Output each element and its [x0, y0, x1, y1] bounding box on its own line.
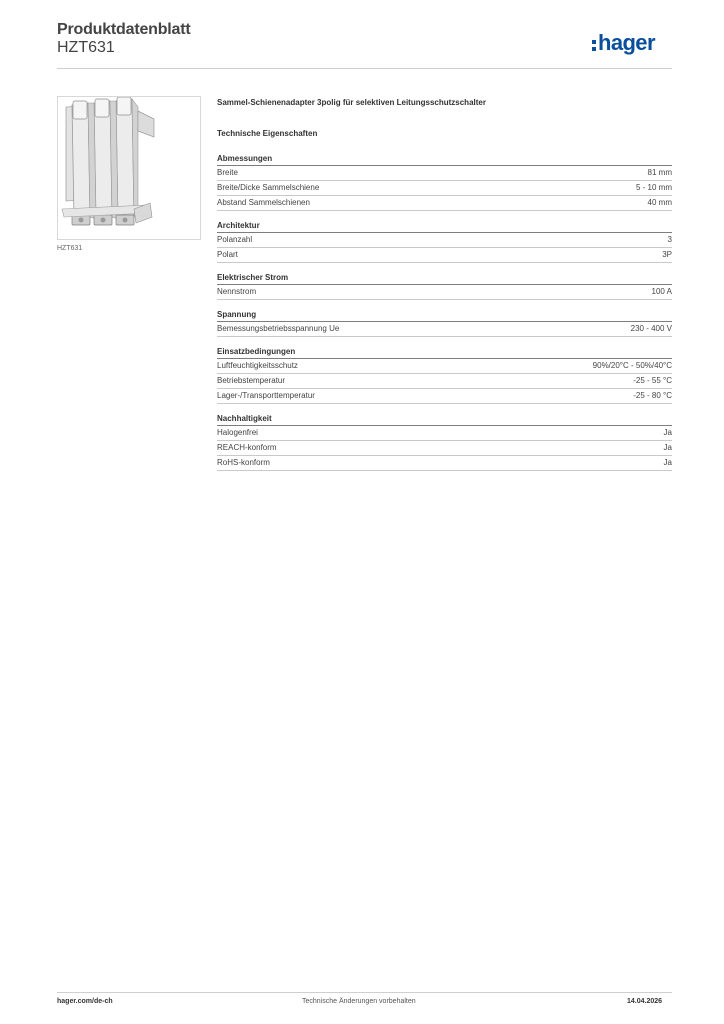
section-title: Elektrischer Strom — [217, 272, 672, 285]
product-code: HZT631 — [57, 39, 115, 56]
spec-sections — [217, 153, 672, 471]
spec-value: 81 mm — [647, 168, 672, 177]
spec-row — [217, 456, 672, 471]
spec-row — [217, 426, 672, 441]
spec-value: Ja — [663, 428, 672, 437]
footer-date: 14.04.2026 — [627, 998, 663, 1005]
spec-section — [217, 309, 672, 337]
spec-row — [217, 181, 672, 196]
section-title: Abmessungen — [217, 153, 672, 166]
spec-label: Halogenfrei — [217, 428, 258, 437]
spec-label: Betriebstemperatur — [217, 376, 286, 385]
spec-section — [217, 220, 672, 263]
spec-row — [217, 374, 672, 389]
spec-row — [217, 233, 672, 248]
spec-row — [217, 359, 672, 374]
spec-label: RoHS-konform — [217, 458, 270, 467]
section-title: Einsatzbedingungen — [217, 346, 672, 359]
spec-value: -25 - 80 °C — [633, 391, 672, 400]
spec-label: Abstand Sammelschienen — [217, 198, 310, 207]
spec-row — [217, 248, 672, 263]
image-caption: HZT631 — [57, 245, 83, 252]
spec-label: Breite — [217, 168, 238, 177]
hager-logo — [592, 30, 655, 56]
technical-properties-heading: Technische Eigenschaften — [217, 129, 318, 138]
spec-label: Nennstrom — [217, 287, 257, 296]
spec-row — [217, 441, 672, 456]
spec-value: Ja — [663, 458, 672, 467]
spec-value: 90%/20°C - 50%/40°C — [592, 361, 672, 370]
header-divider — [57, 68, 672, 69]
spec-row — [217, 389, 672, 404]
footer-website-link[interactable]: hager.com/de-ch — [57, 998, 113, 1005]
spec-value: 40 mm — [647, 198, 672, 207]
spec-value: 3P — [662, 250, 672, 259]
spec-label: Bemessungsbetriebsspannung Ue — [217, 324, 340, 333]
spec-label: Luftfeuchtigkeitsschutz — [217, 361, 298, 370]
footer-note: Technische Änderungen vorbehalten — [302, 998, 416, 1005]
section-title: Architektur — [217, 220, 672, 233]
spec-value: -25 - 55 °C — [633, 376, 672, 385]
spec-value: 3 — [667, 235, 672, 244]
spec-content — [217, 95, 672, 480]
document-title: Produktdatenblatt — [57, 21, 191, 38]
spec-row — [217, 285, 672, 300]
spec-section — [217, 346, 672, 404]
busbar-adapter-image — [57, 96, 201, 240]
logo-colon-icon — [592, 40, 596, 51]
spec-value: 100 A — [651, 287, 672, 296]
spec-section — [217, 153, 672, 211]
spec-label: REACH-konform — [217, 443, 277, 452]
footer-divider — [57, 992, 672, 993]
spec-label: Polart — [217, 250, 238, 259]
logo-text: hager — [598, 30, 655, 55]
section-title: Nachhaltigkeit — [217, 413, 672, 426]
product-description: Sammel-Schienenadapter 3polig für selektiven Leitungsschutzschalter — [217, 98, 486, 107]
section-title: Spannung — [217, 309, 672, 322]
spec-label: Polanzahl — [217, 235, 253, 244]
spec-value: 230 - 400 V — [630, 324, 672, 333]
spec-row — [217, 166, 672, 181]
spec-value: 5 - 10 mm — [635, 183, 672, 192]
spec-row — [217, 196, 672, 211]
spec-value: Ja — [663, 443, 672, 452]
spec-section — [217, 272, 672, 300]
spec-row — [217, 322, 672, 337]
spec-label: Lager-/Transporttemperatur — [217, 391, 315, 400]
spec-label: Breite/Dicke Sammelschiene — [217, 183, 320, 192]
spec-section — [217, 413, 672, 471]
